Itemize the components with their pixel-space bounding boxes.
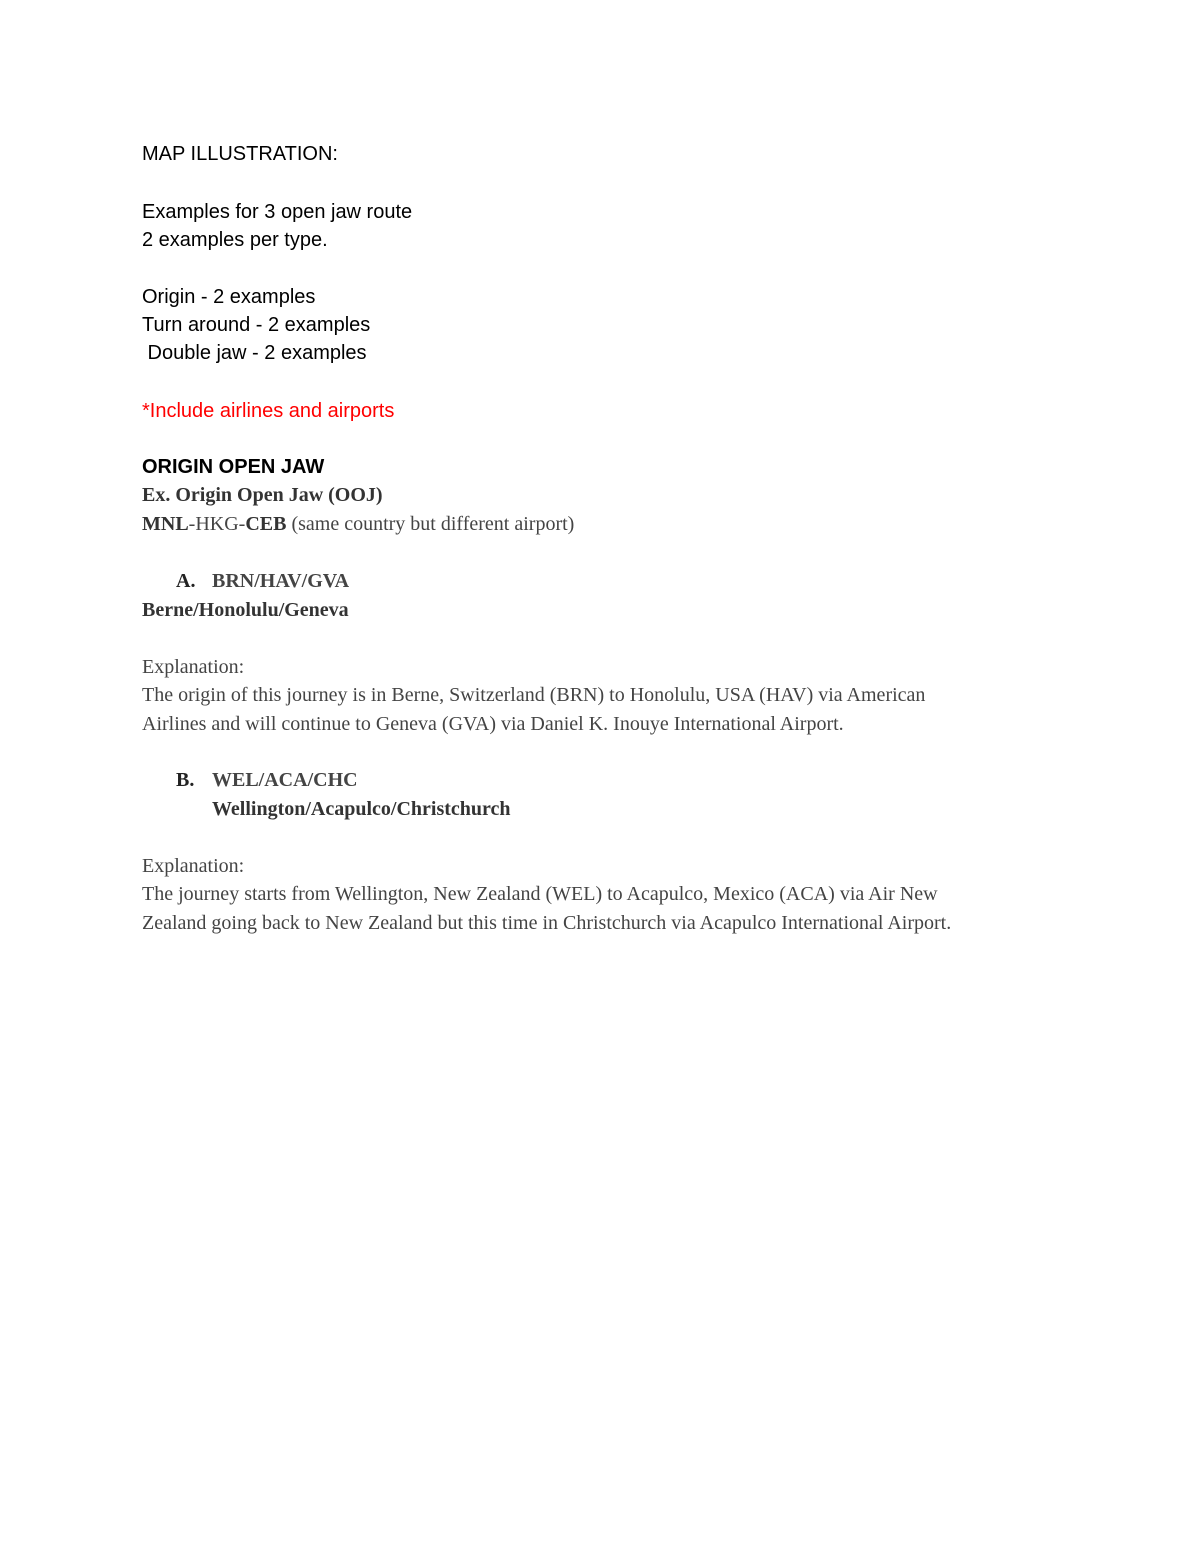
example-b-cities: Wellington/Acapulco/Christchurch	[212, 798, 511, 820]
route-separator: -HKG-	[188, 513, 246, 535]
type-origin: Origin - 2 examples	[142, 286, 316, 308]
example-a-explanation-line-2: Airlines and will continue to Geneva (GVA) via Daniel K. Inouye International Airport.	[142, 713, 844, 735]
route-code-destination: CEB	[245, 513, 287, 535]
example-a-explanation-line-1: The origin of this journey is in Berne, Switzerland (BRN) to Honolulu, USA (HAV) via American	[142, 684, 926, 706]
intro-line-1: Examples for 3 open jaw route	[142, 201, 413, 223]
example-b-explanation-label: Explanation:	[142, 855, 245, 877]
route-description: (same country but different airport)	[286, 513, 575, 535]
intro-line-2: 2 examples per type.	[142, 229, 328, 251]
example-a-codes: BRN/HAV/GVA	[212, 570, 350, 592]
example-b-explanation-line-2: Zealand going back to New Zealand but this time in Christchurch via Acapulco International Airport.	[142, 912, 952, 934]
example-b-explanation-line-1: The journey starts from Wellington, New Zealand (WEL) to Acapulco, Mexico (ACA) via Air New	[142, 883, 938, 905]
example-title: Ex. Origin Open Jaw (OOJ)	[142, 484, 383, 506]
type-turn-around: Turn around - 2 examples	[142, 314, 371, 336]
example-a-heading	[176, 567, 349, 596]
example-a-explanation-label: Explanation:	[142, 656, 245, 678]
note-text: *Include airlines and airports	[142, 400, 395, 422]
example-b-marker: B.	[176, 769, 195, 791]
example-b-codes: WEL/ACA/CHC	[212, 769, 358, 791]
example-a-cities: Berne/Honolulu/Geneva	[142, 599, 349, 621]
route-code-origin: MNL	[142, 513, 189, 535]
example-b-heading	[176, 766, 358, 795]
type-double-jaw: Double jaw - 2 examples	[142, 342, 367, 364]
example-route	[142, 510, 574, 539]
example-a-marker: A.	[176, 570, 196, 592]
page-title: MAP ILLUSTRATION:	[142, 143, 338, 165]
section-heading: ORIGIN OPEN JAW	[142, 456, 325, 478]
